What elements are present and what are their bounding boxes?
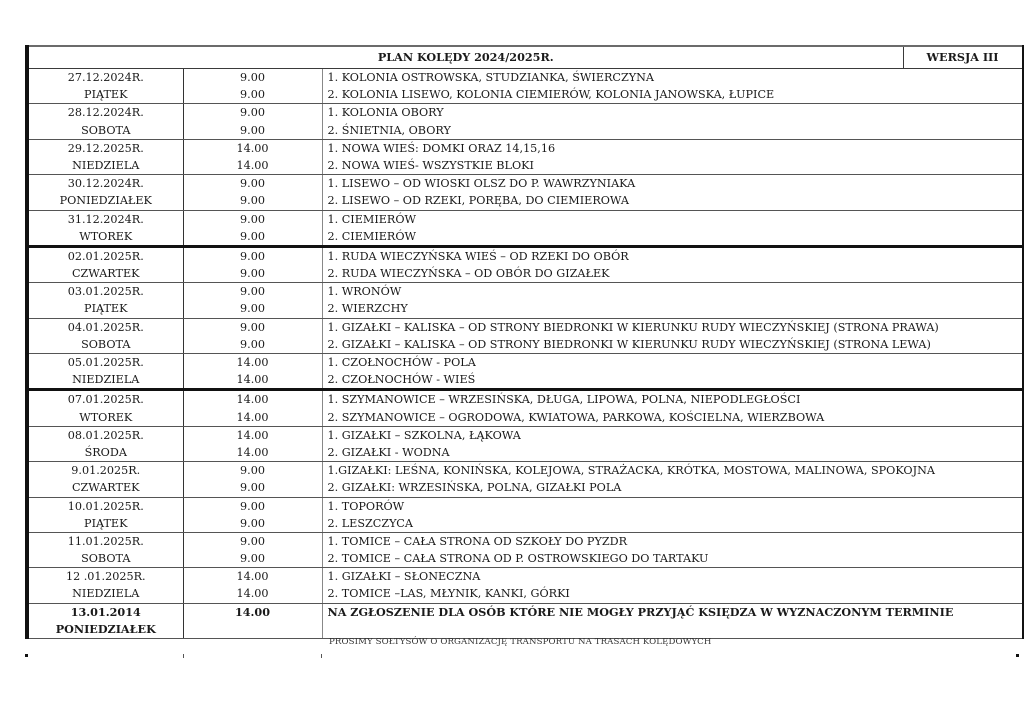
weekday: WTOREK <box>79 410 133 424</box>
start-time: 9.00 <box>240 106 265 120</box>
place-entry: 2. SZYMANOWICE – OGRODOWA, KWIATOWA, PARKOWA, KOŚCIELNA, WIERZBOWA <box>327 410 825 424</box>
corner-mark <box>1016 654 1019 657</box>
start-time: 9.00 <box>240 267 265 281</box>
date: 02.01.2025R. <box>67 249 144 263</box>
time-cell <box>183 175 322 210</box>
start-time: 9.00 <box>240 194 265 208</box>
start-time: 9.00 <box>240 123 265 137</box>
column-mark <box>183 654 184 658</box>
places-cell <box>322 69 1023 104</box>
weekday: NIEDZIELA <box>72 373 140 387</box>
date-cell <box>27 497 183 532</box>
start-time: 9.00 <box>240 499 265 513</box>
final-row <box>27 603 1023 638</box>
places-cell <box>322 283 1023 318</box>
schedule-page <box>25 45 1021 639</box>
place-entry: 2. LISEWO – OD RZEKI, PORĘBA, DO CIEMIEROWA <box>327 194 629 208</box>
place-entry: 1. SZYMANOWICE – WRZESIŃSKA, DŁUGA, LIPOWA, POLNA, NIEPODLEGŁOŚCI <box>327 393 801 407</box>
date: 07.01.2025R. <box>67 393 144 407</box>
places-cell <box>322 246 1023 282</box>
day-row <box>27 497 1023 532</box>
place-entry: 1. CZOŁNOCHÓW - POLA <box>327 356 476 369</box>
title-row <box>27 46 1023 69</box>
final-time: 14.00 <box>183 603 322 638</box>
weekday: SOBOTA <box>81 123 131 137</box>
places-cell <box>322 175 1023 210</box>
place-entry: 1.GIZAŁKI: LEŚNA, KONIŃSKA, KOLEJOWA, STRAŻACKA, KRÓTKA, MOSTOWA, MALINOWA, SPOKOJNA <box>327 464 935 478</box>
start-time: 9.00 <box>240 229 265 243</box>
places-cell <box>322 318 1023 353</box>
time-cell <box>183 246 322 282</box>
plan-title: PLAN KOLĘDY 2024/2025R. <box>27 46 903 69</box>
start-time: 14.00 <box>236 373 269 387</box>
start-time: 14.00 <box>236 393 269 407</box>
place-entry: 2. GIZAŁKI: WRZESIŃSKA, POLNA, GIZAŁKI POLA <box>327 481 622 495</box>
date: 11.01.2025R. <box>67 534 144 548</box>
day-row <box>27 246 1023 282</box>
time-cell <box>183 69 322 104</box>
date-cell <box>27 426 183 461</box>
final-date-cell <box>27 603 183 638</box>
start-time: 9.00 <box>240 177 265 191</box>
day-row <box>27 390 1023 426</box>
place-entry: 1. KOLONIA OBORY <box>327 106 444 120</box>
places-cell <box>322 210 1023 246</box>
time-cell <box>183 283 322 318</box>
start-time: 9.00 <box>240 516 265 530</box>
date-cell <box>27 354 183 390</box>
day-row <box>27 354 1023 390</box>
final-note: NA ZGŁOSZENIE DLA OSÓB KTÓRE NIE MOGŁY PRZYJĄĆ KSIĘDZA W WYZNACZONYM TERMINIE <box>322 603 1023 638</box>
time-cell <box>183 532 322 567</box>
day-row <box>27 318 1023 353</box>
weekday: PIĄTEK <box>84 88 128 102</box>
date: 27.12.2024R. <box>67 71 144 84</box>
day-row <box>27 104 1023 139</box>
schedule-table <box>25 45 1024 639</box>
time-cell <box>183 354 322 390</box>
date: 29.12.2025R. <box>67 141 144 155</box>
weekday: NIEDZIELA <box>72 587 140 601</box>
place-entry: 1. LISEWO – OD WIOSKI OLSZ DO P. WAWRZYNIAKA <box>327 177 636 191</box>
start-time: 14.00 <box>236 410 269 424</box>
places-cell <box>322 426 1023 461</box>
date: 04.01.2025R. <box>67 320 144 334</box>
start-time: 9.00 <box>240 464 265 478</box>
place-entry: 1. GIZAŁKI – SŁONECZNA <box>327 570 481 584</box>
date-cell <box>27 246 183 282</box>
version-label: WERSJA III <box>903 46 1023 69</box>
place-entry: 2. TOMICE – CAŁA STRONA OD P. OSTROWSKIEGO DO TARTAKU <box>327 552 709 566</box>
date: 08.01.2025R. <box>67 428 144 442</box>
start-time: 14.00 <box>236 141 269 155</box>
day-row <box>27 532 1023 567</box>
date: 31.12.2024R. <box>67 212 144 226</box>
places-cell <box>322 532 1023 567</box>
date-cell <box>27 532 183 567</box>
weekday: WTOREK <box>79 229 133 243</box>
places-cell <box>322 390 1023 426</box>
day-row <box>27 568 1023 603</box>
place-entry: 1. GIZAŁKI – KALISKA – OD STRONY BIEDRONKI W KIERUNKU RUDY WIECZYŃSKIEJ (STRONA PRAWA) <box>327 320 939 334</box>
places-cell <box>322 568 1023 603</box>
start-time: 9.00 <box>240 249 265 263</box>
place-entry: 2. TOMICE –LAS, MŁYNIK, KANKI, GÓRKI <box>327 587 570 601</box>
place-entry: 1. TOMICE – CAŁA STRONA OD SZKOŁY DO PYZDR <box>327 534 628 548</box>
place-entry: 1. TOPORÓW <box>327 499 405 513</box>
start-time: 9.00 <box>240 285 265 299</box>
final-weekday: PONIEDZIAŁEK <box>55 621 156 636</box>
weekday: CZWARTEK <box>71 267 140 281</box>
weekday: PIĄTEK <box>84 516 128 530</box>
place-entry: 1. RUDA WIECZYŃSKA WIEŚ – OD RZEKI DO OBÓR <box>327 249 629 263</box>
date: 03.01.2025R. <box>67 285 144 299</box>
weekday: PIĄTEK <box>84 302 128 316</box>
date: 05.01.2025R. <box>67 356 144 369</box>
final-date: 13.01.2014 <box>70 604 141 619</box>
date: 28.12.2024R. <box>67 106 144 120</box>
start-time: 9.00 <box>240 212 265 226</box>
place-entry: 2. KOLONIA LISEWO, KOLONIA CIEMIERÓW, KOLONIA JANOWSKA, ŁUPICE <box>327 88 775 102</box>
time-cell <box>183 426 322 461</box>
places-cell <box>322 354 1023 390</box>
date-cell <box>27 283 183 318</box>
weekday: SOBOTA <box>81 337 131 351</box>
date-cell <box>27 175 183 210</box>
start-time: 9.00 <box>240 552 265 566</box>
date-cell <box>27 139 183 174</box>
start-time: 14.00 <box>236 570 269 584</box>
date-cell <box>27 318 183 353</box>
place-entry: 2. CZOŁNOCHÓW - WIEŚ <box>327 373 476 387</box>
time-cell <box>183 390 322 426</box>
place-entry: 1. GIZAŁKI – SZKOLNA, ŁĄKOWA <box>327 428 521 442</box>
time-cell <box>183 139 322 174</box>
date-cell <box>27 104 183 139</box>
time-cell <box>183 318 322 353</box>
start-time: 9.00 <box>240 320 265 334</box>
time-cell <box>183 210 322 246</box>
places-cell <box>322 104 1023 139</box>
start-time: 9.00 <box>240 302 265 316</box>
start-time: 9.00 <box>240 88 265 102</box>
place-entry: 2. LESZCZYCA <box>327 516 413 530</box>
date: 12 .01.2025R. <box>65 570 146 584</box>
weekday: ŚRODA <box>84 445 127 459</box>
place-entry: 1. KOLONIA OSTROWSKA, STUDZIANKA, ŚWIERCZYNA <box>327 71 654 84</box>
place-entry: 1. CIEMIERÓW <box>327 212 417 226</box>
weekday: PONIEDZIAŁEK <box>59 194 152 208</box>
place-entry: 2. WIERZCHY <box>327 302 408 316</box>
start-time: 14.00 <box>236 158 269 172</box>
day-row <box>27 426 1023 461</box>
start-time: 9.00 <box>240 534 265 548</box>
day-row <box>27 462 1023 497</box>
place-entry: 2. GIZAŁKI - WODNA <box>327 445 450 459</box>
place-entry: 2. CIEMIERÓW <box>327 229 417 243</box>
time-cell <box>183 568 322 603</box>
weekday: NIEDZIELA <box>72 158 140 172</box>
places-cell <box>322 497 1023 532</box>
places-cell <box>322 139 1023 174</box>
start-time: 9.00 <box>240 337 265 351</box>
footer-note: PROSIMY SOŁTYSÓW O ORGANIZACJĘ TRANSPORTU NA TRASACH KOLĘDOWYCH <box>329 637 712 647</box>
day-row <box>27 175 1023 210</box>
start-time: 14.00 <box>236 445 269 459</box>
day-row <box>27 283 1023 318</box>
time-cell <box>183 497 322 532</box>
day-row <box>27 69 1023 104</box>
weekday: SOBOTA <box>81 552 131 566</box>
place-entry: 2. NOWA WIEŚ- WSZYSTKIE BLOKI <box>327 158 534 172</box>
date-cell <box>27 568 183 603</box>
place-entry: 2. GIZAŁKI – KALISKA – OD STRONY BIEDRONKI W KIERUNKU RUDY WIECZYŃSKIEJ (STRONA LEWA) <box>327 337 931 351</box>
start-time: 9.00 <box>240 481 265 495</box>
date: 10.01.2025R. <box>67 499 144 513</box>
place-entry: 2. RUDA WIECZYŃSKA – OD OBÓR DO GIZAŁEK <box>327 267 610 281</box>
time-cell <box>183 462 322 497</box>
date-cell <box>27 390 183 426</box>
time-cell <box>183 104 322 139</box>
places-cell <box>322 462 1023 497</box>
place-entry: 1. WRONÓW <box>327 285 402 299</box>
date: 30.12.2024R. <box>67 177 144 191</box>
day-row <box>27 139 1023 174</box>
date-cell <box>27 210 183 246</box>
date: 9.01.2025R. <box>71 464 141 478</box>
place-entry: 1. NOWA WIEŚ: DOMKI ORAZ 14,15,16 <box>327 141 556 155</box>
place-entry: 2. ŚNIETNIA, OBORY <box>327 123 451 137</box>
day-row <box>27 210 1023 246</box>
weekday: CZWARTEK <box>71 481 140 495</box>
start-time: 9.00 <box>240 71 265 84</box>
corner-mark <box>25 654 28 657</box>
start-time: 14.00 <box>236 587 269 601</box>
date-cell <box>27 69 183 104</box>
column-mark <box>321 654 322 658</box>
start-time: 14.00 <box>236 428 269 442</box>
start-time: 14.00 <box>236 356 269 369</box>
date-cell <box>27 462 183 497</box>
